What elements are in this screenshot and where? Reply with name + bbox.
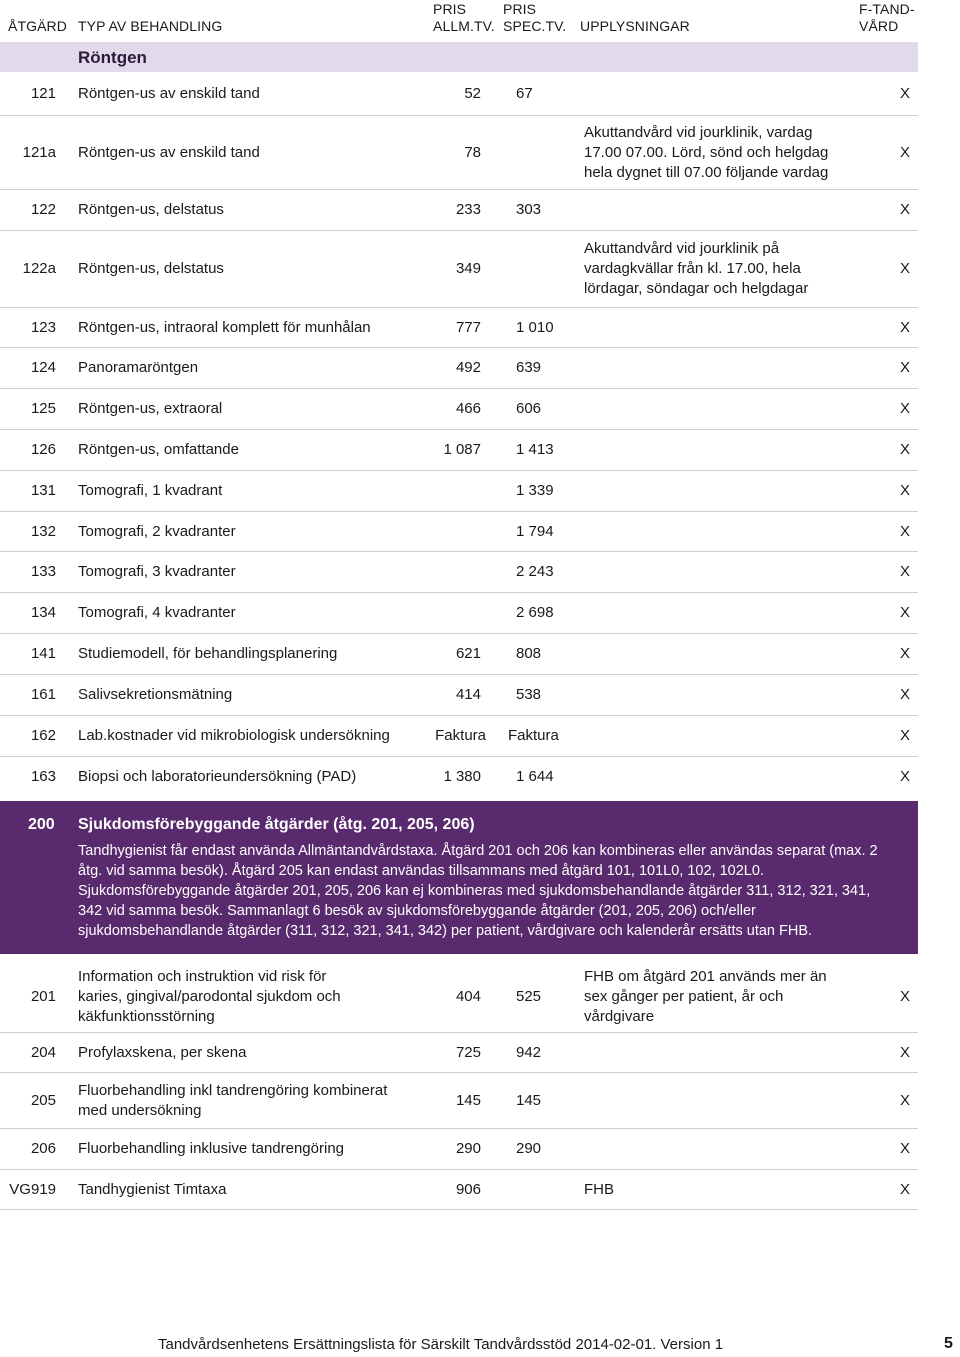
row-price-spec: 1 413	[516, 441, 554, 458]
row-ftand: X	[899, 482, 910, 499]
row-ftand: X	[899, 522, 910, 540]
row-ftand: X	[899, 400, 910, 417]
row-code: 201	[30, 988, 56, 1005]
row-code: 121	[30, 84, 56, 102]
row-price-spec: 639	[516, 359, 542, 376]
row-price-allm: 777	[455, 318, 481, 336]
row-code: 205	[30, 1091, 56, 1109]
row-name: Profylaxskena, per skena	[78, 1043, 247, 1061]
row-name: Tandhygienist Timtaxa	[78, 1180, 227, 1198]
row-code: 122a	[22, 260, 56, 277]
table-row	[0, 471, 918, 512]
row-price-allm: 145	[455, 1091, 481, 1109]
row-price-spec: 2 698	[516, 604, 554, 621]
header-pris-allm-1: PRIS	[433, 1, 467, 17]
row-name: Lab.kostnader vid mikrobiologisk undersökning	[78, 727, 390, 744]
row-ftand: X	[899, 359, 910, 376]
row-ftand: X	[899, 84, 910, 102]
row-price-allm: 404	[455, 988, 481, 1005]
row-price-spec: 606	[516, 400, 542, 417]
row-price-spec: 1 794	[516, 522, 554, 540]
row-price-spec: 303	[516, 201, 542, 218]
table-row	[0, 116, 918, 190]
row-name: Röntgen-us, intraoral komplett för munhålan	[78, 318, 371, 336]
row-ftand: X	[899, 1043, 910, 1061]
row-name: Tomografi, 2 kvadranter	[78, 522, 236, 540]
table-row	[0, 757, 918, 797]
row-info: FHB	[584, 1180, 614, 1198]
row-code: VG919	[9, 1180, 56, 1198]
row-price-spec: 538	[516, 686, 542, 703]
header-pris-allm-2: ALLM.TV.	[433, 18, 495, 34]
row-code: 121a	[22, 143, 56, 161]
table-row	[0, 1033, 918, 1073]
row-price-spec: 525	[516, 988, 542, 1005]
row-code: 163	[30, 768, 56, 785]
row-code: 123	[30, 318, 56, 336]
row-info: Akuttandvård vid jourklinik på vardagkvällar från kl. 17.00, hela lördagar, söndagar och helgdagar	[584, 240, 809, 297]
row-ftand: X	[899, 201, 910, 218]
row-price-allm: Faktura	[435, 727, 486, 744]
row-price-spec: 67	[516, 84, 533, 102]
table-row	[0, 512, 918, 552]
row-ftand: X	[899, 686, 910, 703]
row-name: Tomografi, 3 kvadranter	[78, 563, 236, 580]
row-name: Röntgen-us, omfattande	[78, 441, 239, 458]
header-ftand-2: VÅRD	[859, 18, 899, 34]
row-ftand: X	[899, 988, 910, 1005]
table-row	[0, 190, 918, 231]
row-name: Studiemodell, för behandlingsplanering	[78, 645, 338, 662]
row-name: Biopsi och laboratorieundersökning (PAD)	[78, 768, 357, 785]
row-price-spec: 2 243	[516, 563, 554, 580]
section-band-rontgen	[0, 42, 918, 72]
header-pris-spec-1: PRIS	[503, 1, 537, 17]
page-number: 5	[944, 1335, 953, 1352]
row-price-allm: 233	[455, 201, 481, 218]
row-name: Salivsekretionsmätning	[78, 686, 233, 703]
table-row	[0, 1073, 918, 1129]
table-row	[0, 634, 918, 675]
row-code: 132	[30, 522, 56, 540]
row-code: 204	[30, 1043, 56, 1061]
row-price-spec: 808	[516, 645, 542, 662]
header-pris-spec-2: SPEC.TV.	[503, 18, 567, 34]
row-ftand: X	[899, 1140, 910, 1157]
row-price-allm: 492	[455, 359, 481, 376]
table-row	[0, 308, 918, 348]
row-price-allm: 906	[455, 1180, 481, 1198]
row-price-allm: 349	[455, 260, 481, 277]
row-ftand: X	[899, 1180, 910, 1198]
table-row	[0, 552, 918, 593]
row-ftand: X	[899, 441, 910, 458]
row-ftand: X	[899, 143, 910, 161]
table-row	[0, 430, 918, 471]
row-code: 122	[30, 201, 56, 218]
row-code: 124	[30, 359, 56, 376]
row-ftand: X	[899, 768, 910, 785]
header-upplysningar: UPPLYSNINGAR	[580, 18, 690, 34]
table-row	[0, 231, 918, 308]
row-code: 133	[30, 563, 56, 580]
row-price-allm: 52	[464, 84, 481, 102]
row-price-allm: 414	[455, 686, 481, 703]
row-name: Tomografi, 1 kvadrant	[78, 482, 223, 499]
row-price-spec: 145	[516, 1091, 542, 1109]
row-ftand: X	[899, 645, 910, 662]
row-name: Röntgen-us, extraoral	[78, 400, 223, 417]
row-code: 126	[30, 441, 56, 458]
row-price-spec: 1 010	[516, 318, 554, 336]
row-code: 161	[30, 686, 56, 703]
row-name: Fluorbehandling inkl tandrengöring kombinerat med undersökning	[78, 1081, 388, 1119]
row-code: 162	[30, 727, 56, 744]
row-ftand: X	[899, 604, 910, 621]
row-name: Fluorbehandling inklusive tandrengöring	[78, 1140, 345, 1157]
row-name: Röntgen-us av enskild tand	[78, 84, 260, 102]
row-name: Tomografi, 4 kvadranter	[78, 604, 236, 621]
row-info: FHB om åtgärd 201 används mer än sex gånger per patient, år och vårdgivare	[584, 968, 827, 1025]
row-price-spec: 942	[516, 1043, 542, 1061]
prevention-title: Sjukdomsförebyggande åtgärder (åtg. 201, 205, 206)	[78, 816, 475, 833]
header-atgard: ÅTGÄRD	[8, 18, 67, 34]
row-ftand: X	[899, 563, 910, 580]
prevention-text: Tandhygienist får endast använda Allmäntandvårdstaxa. Åtgärd 201 och 206 kan kombineras eller användas separat (max. 2 åtg. vid samma besök). Åtgärd 205 kan endast användas tillsammans med åtgärd 101, 101L0, 102, 102L0. Sjukdomsförebyggande åtgärder 201, 205, 206 kan ej kombineras med sjukdomsbehandlande åtgärder 311, 312, 321, 341, 342 vid samma besök. Sammanlagt 6 besök av sjukdomsförebyggande åtgärder (201, 205, 206) och/eller sjukdomsbehandlande åtgärder (311, 312, 321, 341, 342) per patient, vårdgivare och kalenderår ersätts utan FHB.	[78, 843, 878, 939]
table-row	[0, 675, 918, 716]
table-header	[0, 0, 960, 42]
row-price-spec: Faktura	[508, 727, 559, 744]
row-ftand: X	[899, 260, 910, 277]
row-price-allm: 1 380	[443, 768, 481, 785]
row-code: 206	[30, 1140, 56, 1157]
table-row	[0, 962, 918, 1033]
row-price-spec: 1 644	[516, 768, 554, 785]
row-info: Akuttandvård vid jourklinik, vardag 17.00 07.00. Lörd, sönd och helgdag hela dygnet till 07.00 följande vardag	[584, 123, 829, 181]
row-name: Röntgen-us, delstatus	[78, 260, 224, 277]
row-code: 125	[30, 400, 56, 417]
row-name: Röntgen-us av enskild tand	[78, 143, 260, 161]
row-price-allm: 1 087	[443, 441, 481, 458]
header-typ: TYP AV BEHANDLING	[78, 18, 223, 34]
row-name: Panoramaröntgen	[78, 359, 199, 376]
row-price-allm: 725	[455, 1043, 481, 1061]
row-name: Information och instruktion vid risk för karies, gingival/parodontal sjukdom och käkfunktionsstörning	[78, 968, 341, 1025]
table-row	[0, 389, 918, 430]
table-row	[0, 593, 918, 634]
table-row	[0, 348, 918, 389]
row-ftand: X	[899, 727, 910, 744]
prevention-code: 200	[28, 816, 55, 833]
footer-text: Tandvårdsenhetens Ersättningslista för Särskilt Tandvårdsstöd 2014-02-01. Version 1	[158, 1336, 724, 1353]
row-name: Röntgen-us, delstatus	[78, 201, 224, 218]
prevention-block	[0, 801, 918, 954]
header-ftand-1: F-TAND-	[859, 1, 915, 17]
row-price-allm: 290	[455, 1140, 481, 1157]
row-code: 134	[30, 604, 56, 621]
row-ftand: X	[899, 1091, 910, 1109]
table-row	[0, 72, 918, 116]
table-row	[0, 716, 918, 757]
row-ftand: X	[899, 318, 910, 336]
row-price-spec: 290	[516, 1140, 542, 1157]
table-row	[0, 1129, 918, 1170]
row-code: 141	[30, 645, 56, 662]
row-price-allm: 466	[455, 400, 481, 417]
table-row	[0, 1170, 918, 1210]
section-title: Röntgen	[78, 48, 147, 67]
row-price-spec: 1 339	[516, 482, 554, 499]
row-price-allm: 621	[455, 645, 481, 662]
row-code: 131	[30, 482, 56, 499]
row-price-allm: 78	[464, 143, 481, 161]
